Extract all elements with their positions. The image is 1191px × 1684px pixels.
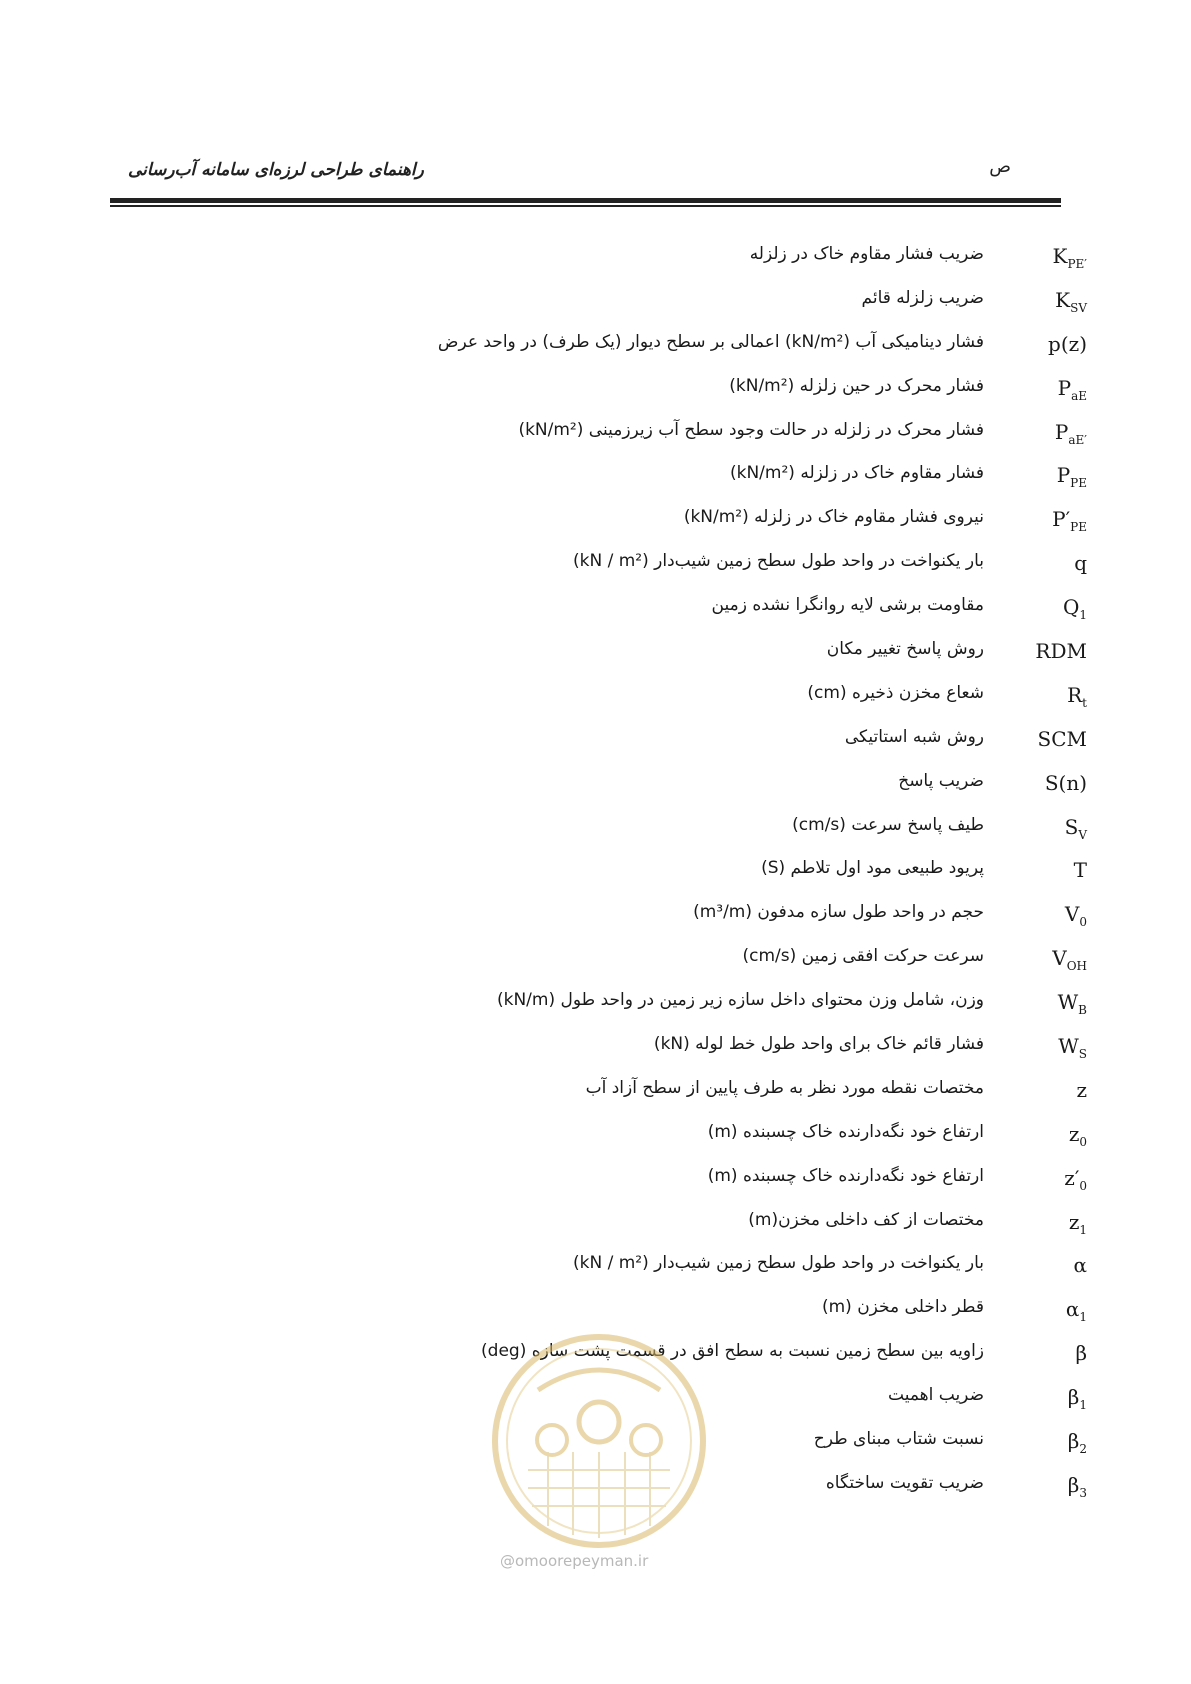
- symbol-subscript: 0: [1079, 915, 1087, 930]
- symbol-subscript: S: [1078, 1047, 1087, 1062]
- symbol-main: β: [1067, 1472, 1080, 1497]
- symbol-subscript: 3: [1079, 1485, 1087, 1500]
- symbol-subscript: 1: [1079, 1310, 1087, 1325]
- header-page-letter: ص: [989, 156, 1011, 177]
- symbol-subscript: PE: [1070, 520, 1087, 535]
- symbol-main: W: [1058, 1034, 1079, 1059]
- header-title: راهنمای طراحی لرزه‌ای سامانه آب‌رسانی: [128, 160, 424, 180]
- notation-description: زاویه بین سطح زمین نسبت به سطح افق در قسمت پشت سازه (deg): [481, 1341, 984, 1362]
- symbol-main: β: [1067, 1429, 1080, 1454]
- notation-symbol: [1007, 1166, 1087, 1193]
- notation-symbol: [1007, 1210, 1087, 1237]
- symbol-subscript: V: [1078, 827, 1087, 842]
- symbol-main: p(z): [1048, 331, 1087, 356]
- notation-symbol: [1007, 1122, 1087, 1149]
- symbol-subscript: B: [1078, 1003, 1087, 1018]
- notation-row: [0, 942, 1191, 986]
- symbol-main: P: [1056, 463, 1071, 488]
- notation-row: [0, 898, 1191, 942]
- symbol-main: P: [1054, 419, 1069, 444]
- symbol-subscript: OH: [1066, 959, 1087, 974]
- notation-row: [0, 1162, 1191, 1206]
- notation-description: پریود طبیعی مود اول تلاطم (S): [761, 858, 984, 879]
- notation-description: سرعت حرکت افقی زمین (cm/s): [742, 946, 984, 967]
- symbol-subscript: 2: [1079, 1442, 1087, 1457]
- notation-row: [0, 328, 1191, 372]
- symbol-main: K: [1055, 287, 1071, 312]
- symbol-subscript: PE: [1070, 476, 1087, 491]
- symbol-subscript: 1: [1079, 608, 1087, 623]
- notation-symbol: [1007, 1253, 1087, 1277]
- symbol-main: z: [1068, 1121, 1080, 1146]
- notation-description: مختصات نقطه مورد نظر به طرف پایین از سطح آزاد آب: [585, 1077, 984, 1098]
- symbol-main: S: [1064, 814, 1079, 839]
- notation-description: روش پاسخ تغییر مکان: [826, 639, 984, 660]
- notation-symbol: [1007, 1473, 1087, 1500]
- notation-symbol: [1007, 815, 1087, 842]
- notation-row: [0, 547, 1191, 591]
- symbol-main: z: [1076, 1077, 1087, 1102]
- notation-symbol: [1007, 1341, 1087, 1365]
- symbol-main: V: [1064, 902, 1080, 927]
- notation-symbol: [1007, 463, 1087, 490]
- watermark-seal-icon: [488, 1330, 710, 1552]
- symbol-main: P: [1057, 375, 1072, 400]
- notation-symbol: [1007, 551, 1087, 575]
- notation-symbol: [1007, 332, 1087, 356]
- notation-row: [0, 854, 1191, 898]
- notation-row: [0, 723, 1191, 767]
- symbol-main: S(n): [1044, 770, 1087, 795]
- notation-description: ارتفاع خود نگه‌دارنده خاک چسبنده (m): [707, 1165, 984, 1186]
- notation-description: فشار مقاوم خاک در زلزله (kN/m²): [729, 463, 984, 484]
- notation-row: [0, 1074, 1191, 1118]
- notation-symbol: [1007, 288, 1087, 315]
- notation-symbol: [1007, 507, 1087, 534]
- symbol-main: β: [1075, 1341, 1087, 1366]
- notation-description: بار یکنواخت در واحد طول سطح زمین شیب‌دار (kN / m²): [573, 1253, 984, 1274]
- notation-description: فشار محرک در حین زلزله (kN/m²): [729, 375, 984, 396]
- notation-description: طیف پاسخ سرعت (cm/s): [792, 814, 984, 835]
- symbol-main: α: [1073, 1253, 1087, 1278]
- notation-symbol: [1007, 858, 1087, 882]
- watermark-site: @omoorepeyman.ir: [500, 1552, 649, 1570]
- symbol-main: z: [1068, 1209, 1080, 1234]
- page-header: [110, 150, 1061, 190]
- notation-row: [0, 1118, 1191, 1162]
- notation-row: [0, 416, 1191, 460]
- notation-description: روش شبه استاتیکی: [844, 726, 984, 747]
- notation-symbol: [1007, 1034, 1087, 1061]
- watermark-at-icon: @: [500, 1552, 515, 1570]
- notation-description: شعاع مخزن ذخیره (cm): [807, 682, 984, 703]
- symbol-main: α: [1065, 1297, 1080, 1322]
- notation-description: فشار قائم خاک برای واحد طول خط لوله (kN): [653, 1034, 984, 1055]
- symbol-subscript: 0: [1079, 1134, 1087, 1149]
- symbol-main: β: [1067, 1385, 1080, 1410]
- notation-description: فشار محرک در زلزله در حالت وجود سطح آب زیرزمینی (kN/m²): [518, 419, 984, 440]
- header-rule-thick: [110, 198, 1061, 203]
- symbol-main: Q: [1062, 595, 1080, 620]
- notation-description: نسبت شتاب مبنای طرح: [813, 1429, 984, 1450]
- notation-description: نیروی فشار مقاوم خاک در زلزله (kN/m²): [683, 507, 984, 528]
- symbol-main: RDM: [1035, 639, 1087, 664]
- symbol-main: P′: [1052, 507, 1071, 532]
- symbol-main: V: [1052, 946, 1067, 971]
- notation-description: ضریب تقویت ساختگاه: [825, 1472, 984, 1493]
- notation-row: [0, 679, 1191, 723]
- symbol-subscript: aE: [1071, 388, 1087, 403]
- symbol-main: K: [1052, 244, 1068, 268]
- symbol-subscript: 0: [1079, 1178, 1087, 1193]
- notation-row: [0, 635, 1191, 679]
- notation-row: [0, 459, 1191, 503]
- notation-description: ارتفاع خود نگه‌دارنده خاک چسبنده (m): [707, 1121, 984, 1142]
- notation-row: [0, 1206, 1191, 1250]
- symbol-main: z′: [1064, 1165, 1080, 1190]
- symbol-main: T: [1073, 858, 1087, 883]
- symbol-subscript: aE′: [1068, 432, 1087, 447]
- notation-description: مختصات از کف داخلی مخزن(m): [748, 1209, 984, 1230]
- notation-symbol: [1007, 1429, 1087, 1456]
- notation-description: ضریب زلزله قائم: [861, 287, 984, 308]
- symbol-subscript: 1: [1079, 1398, 1087, 1413]
- notation-list: [0, 240, 1191, 1513]
- notation-description: ضریب پاسخ: [898, 770, 984, 791]
- notation-row: [0, 767, 1191, 811]
- symbol-subscript: t: [1082, 695, 1087, 710]
- notation-description: بار یکنواخت در واحد طول سطح زمین شیب‌دار (kN / m²): [573, 551, 984, 572]
- notation-symbol: [1007, 727, 1087, 751]
- notation-row: [0, 503, 1191, 547]
- notation-symbol: [1007, 771, 1087, 795]
- notation-description: ضریب اهمیت: [888, 1385, 984, 1406]
- symbol-main: q: [1074, 551, 1087, 576]
- notation-symbol: [1007, 902, 1087, 929]
- symbol-subscript: 1: [1079, 1222, 1087, 1237]
- header-rule-thin: [110, 205, 1061, 207]
- notation-symbol: [1007, 1385, 1087, 1412]
- notation-description: ضریب فشار مقاوم خاک در زلزله: [749, 244, 984, 264]
- notation-symbol: [1007, 1078, 1087, 1102]
- symbol-main: R: [1067, 682, 1083, 707]
- notation-symbol: [1007, 946, 1087, 973]
- symbol-subscript: PE′: [1067, 257, 1087, 271]
- notation-row: [0, 1030, 1191, 1074]
- notation-row: [0, 811, 1191, 855]
- notation-row: [0, 986, 1191, 1030]
- notation-description: فشار دینامیکی آب (kN/m²) اعمالی بر سطح دیوار (یک طرف) در واحد عرض: [437, 331, 984, 352]
- notation-symbol: [1007, 420, 1087, 447]
- symbol-subscript: SV: [1070, 300, 1087, 315]
- symbol-main: W: [1057, 990, 1079, 1015]
- notation-row: [0, 372, 1191, 416]
- notation-row: [0, 1249, 1191, 1293]
- notation-row: [0, 240, 1191, 284]
- notation-symbol: [1007, 376, 1087, 403]
- notation-row: [0, 591, 1191, 635]
- notation-description: وزن، شامل وزن محتوای داخل سازه زیر زمین در واحد طول (kN/m): [496, 990, 984, 1011]
- notation-description: مقاومت برشی لایه روانگرا نشده زمین: [711, 595, 984, 616]
- notation-symbol: [1007, 595, 1087, 622]
- notation-symbol: [1007, 683, 1087, 710]
- notation-description: حجم در واحد طول سازه مدفون (m³/m): [693, 902, 984, 923]
- notation-row: [0, 284, 1191, 328]
- notation-symbol: [1007, 1297, 1087, 1324]
- notation-symbol: [1007, 990, 1087, 1017]
- notation-description: قطر داخلی مخزن (m): [821, 1297, 984, 1318]
- notation-symbol: [1007, 639, 1087, 663]
- notation-symbol: [1007, 244, 1087, 271]
- symbol-main: SCM: [1037, 726, 1087, 751]
